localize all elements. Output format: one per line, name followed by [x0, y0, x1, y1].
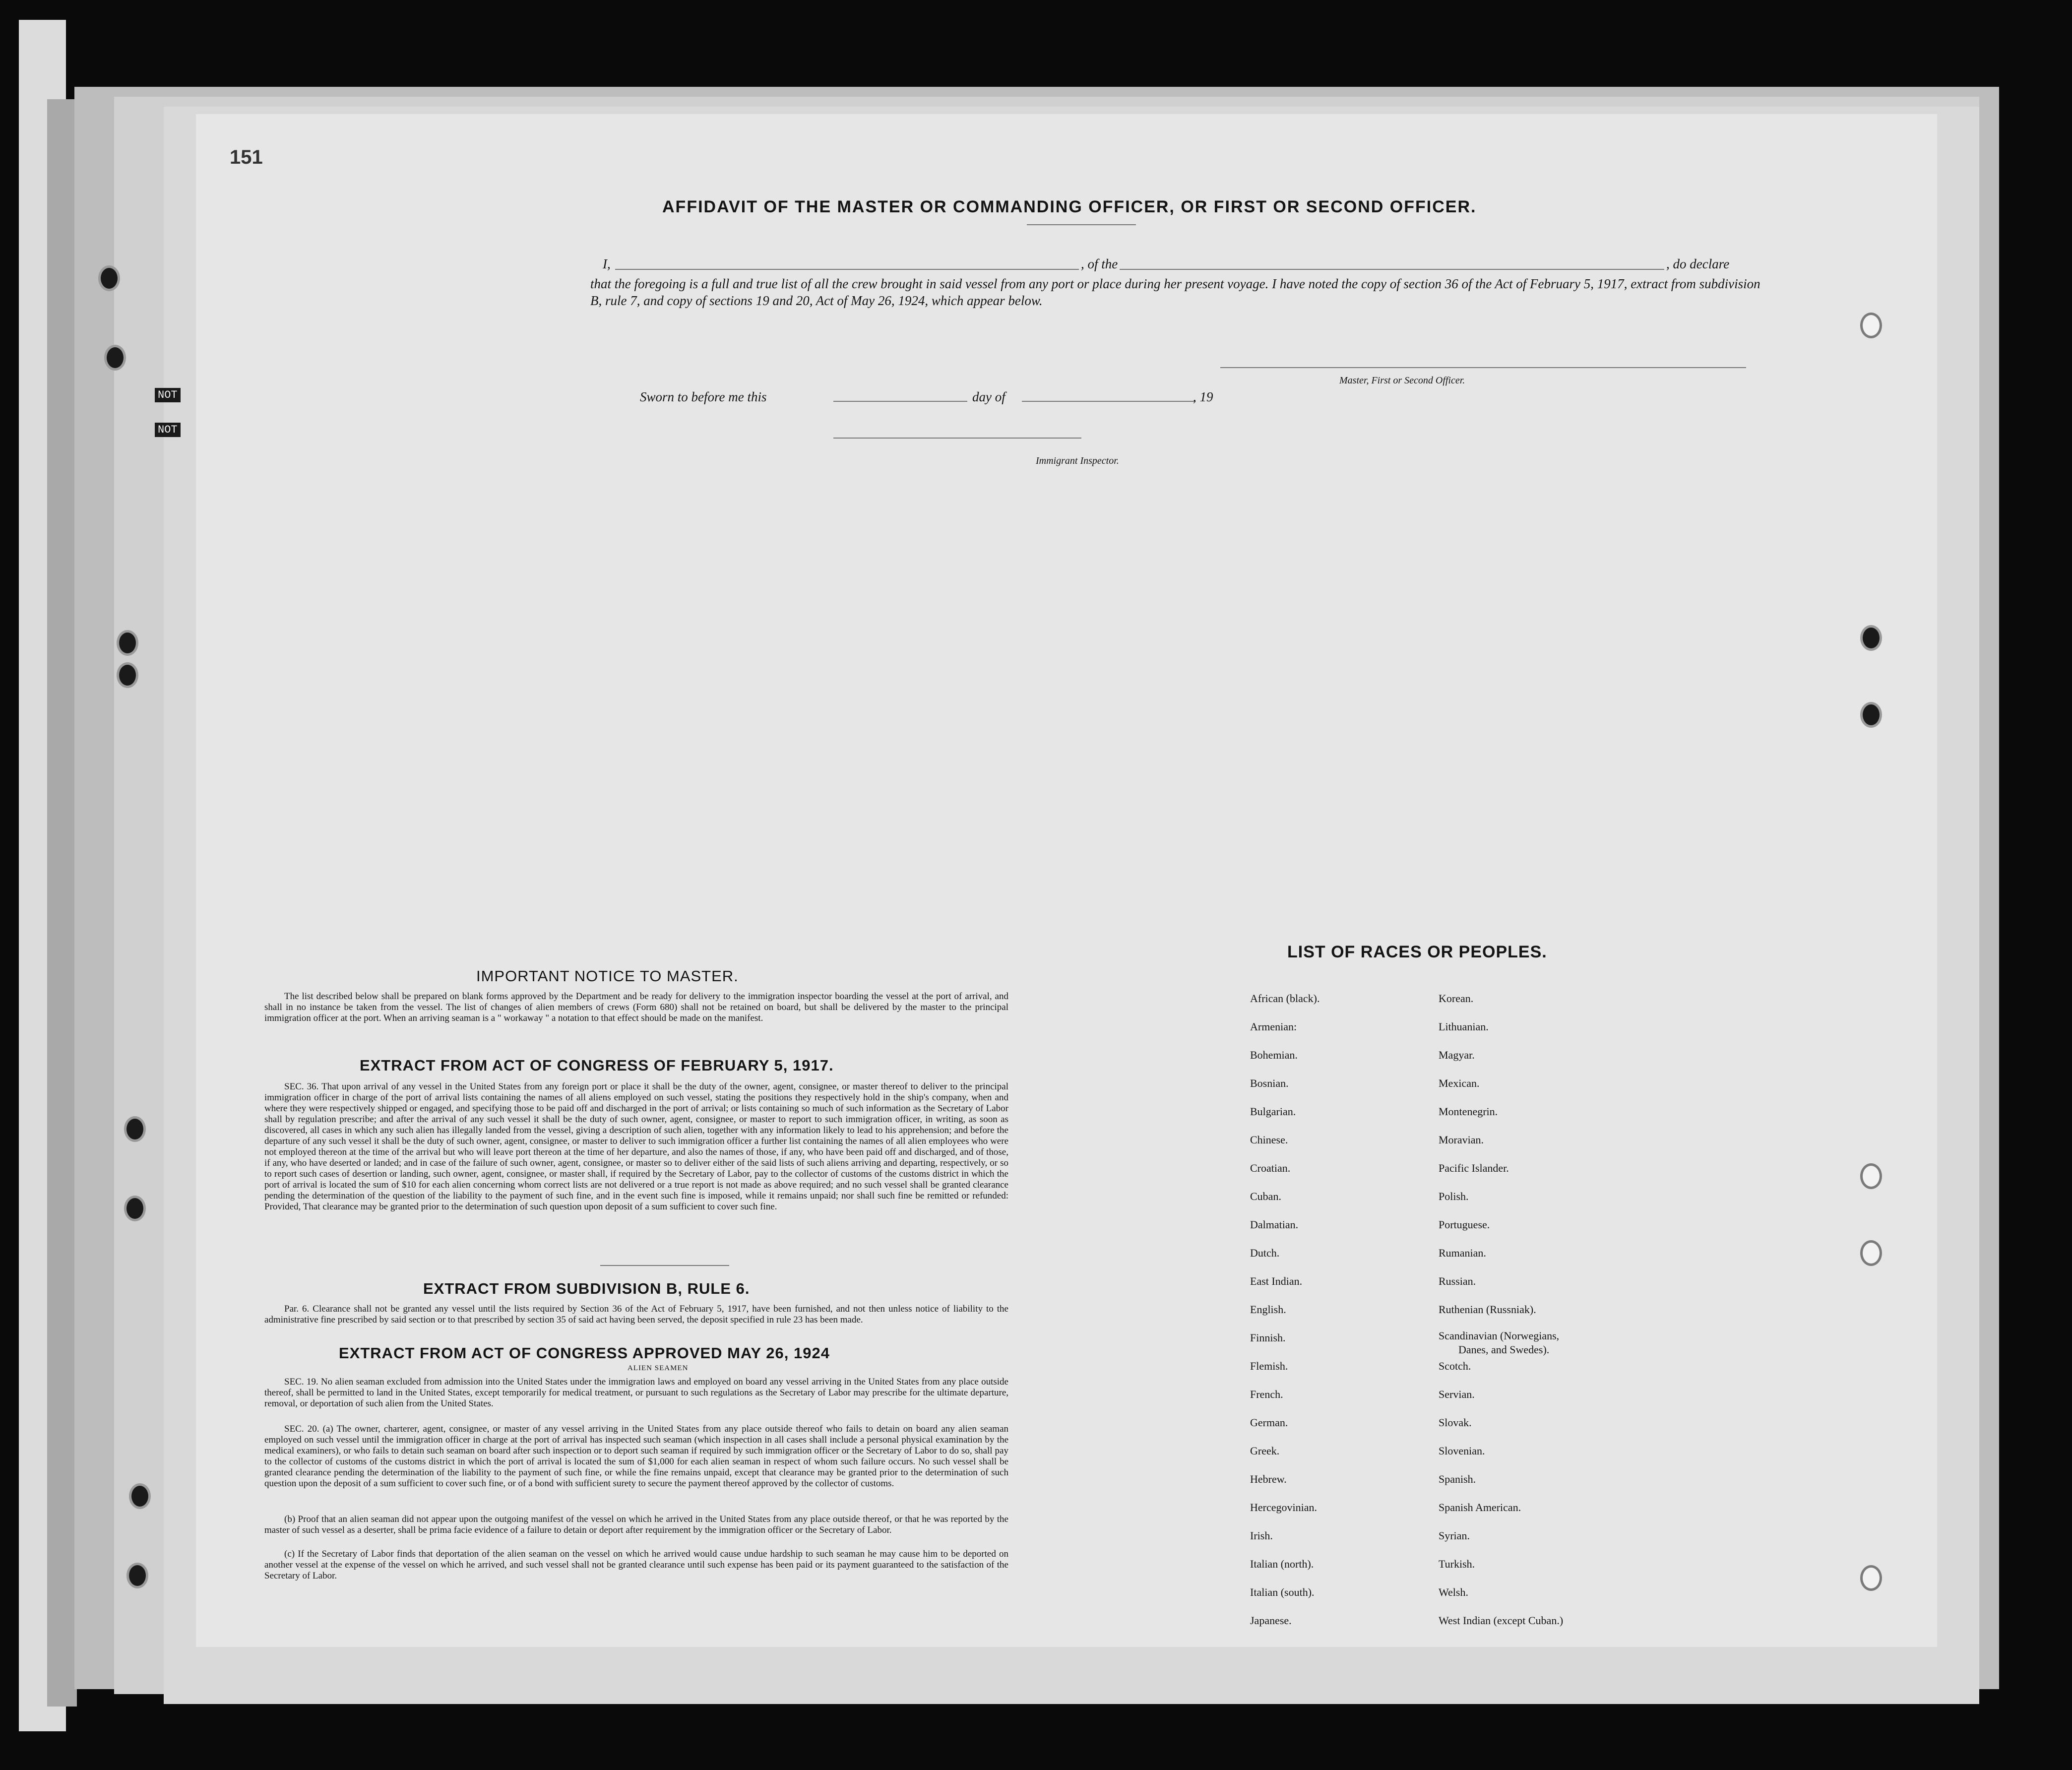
affidavit-lead: I,: [603, 256, 611, 271]
race-left-item: Finnish.: [1250, 1331, 1286, 1344]
extract-1924-sec20a: SEC. 20. (a) The owner, charterer, agent, consignee, or master of any vessel arriving in the United States from any place outside thereof who fails to detain on board any alien seaman employed on such vessel until the immigration officer in charge at the port of arrival has inspected such seaman (which inspection in all cases shall include a personal physical examination by the medical examiners), or who fails to detain such seaman on board after such inspection or to deport such seaman if required by such immigration officer or the Secretary of Labor to do so, shall pay to the collector of customs of the customs district in which the port of arrival is located the sum of $1,000 for each alien seaman in respect of whom such failure occurs. No such vessel shall be granted clearance pending the determination of the liability to the payment of such fine, or while the fine remains unpaid, except that clearance may be granted prior to the determination of such question upon the deposit of a sum sufficient to cover such fine, or of a bond with sufficient surety to secure the payment thereof approved by the collector of customs.: [264, 1424, 1008, 1489]
race-left-item: Hebrew.: [1250, 1473, 1287, 1485]
race-left-item: German.: [1250, 1416, 1288, 1429]
race-left-item: Italian (south).: [1250, 1586, 1315, 1598]
binder-hole: [129, 1483, 151, 1509]
race-left-item: Cuban.: [1250, 1190, 1281, 1202]
section-rule: [600, 1265, 729, 1266]
race-right-item: Korean.: [1439, 992, 1474, 1005]
race-left-item: East Indian.: [1250, 1275, 1303, 1287]
extract-1924-subtitle: ALIEN SEAMEN: [628, 1364, 689, 1372]
race-left-item: Armenian:: [1250, 1020, 1297, 1033]
race-left-item: African (black).: [1250, 992, 1320, 1005]
binder-hole: [117, 630, 138, 656]
race-left-item: Dutch.: [1250, 1247, 1280, 1259]
title-rule: [1027, 224, 1136, 225]
binder-hole: [1860, 1163, 1882, 1189]
not-stamp: NOT: [155, 388, 181, 402]
affidavit-body: that the foregoing is a full and true list of all the crew brought in said vessel from any port or place during her present voyage. I have noted the copy of section 36 of the Act of February 5, 1917, extract from subdivision B, rule 7, and copy of sections 19 and 20, Act of May 26, 1924, which appear below.: [590, 276, 1760, 308]
binder-hole: [1860, 313, 1882, 338]
race-right-item: Spanish.: [1439, 1473, 1476, 1485]
signature-label: Master, First or Second Officer.: [1339, 375, 1465, 386]
notice-text: The list described below shall be prepared on blank forms approved by the Department and be ready for delivery to the immigration inspector boarding the vessel at the port of arrival, and shall in no instance be taken from the vessel. The list of changes of alien members of crews (Form 680) shall not be retained on board, but shall be delivered by the master to the principal immigration officer at the port. When an arriving seaman is a " workaway " a notation to that effect should be made on the manifest.: [264, 991, 1008, 1023]
binder-hole: [124, 1116, 146, 1142]
race-left-item: Chinese.: [1250, 1134, 1288, 1146]
race-right-item: Mexican.: [1439, 1077, 1480, 1089]
race-right-item: Spanish American.: [1439, 1501, 1521, 1514]
race-right-item: Polish.: [1439, 1190, 1469, 1202]
sworn-day-line: [833, 401, 967, 402]
race-right-item: Danes, and Swedes).: [1458, 1343, 1550, 1356]
race-right-item: Magyar.: [1439, 1049, 1475, 1061]
binder-hole: [1860, 702, 1882, 728]
race-right-item: Pacific Islander.: [1439, 1162, 1509, 1174]
binder-hole: [1860, 625, 1882, 651]
binder-edge: [47, 99, 77, 1707]
affidavit-do-declare: , do declare: [1664, 255, 1731, 272]
race-right-item: Slovak.: [1439, 1416, 1472, 1429]
race-left-item: Hercegovinian.: [1250, 1501, 1317, 1514]
extract-rule6-text: Par. 6. Clearance shall not be granted any vessel until the lists required by Section 36 of the Act of February 5, 1917, have been furnished, and not then unless notice of liability to the administrative fine prescribed by said section or to that prescribed by section 35 of said act having been served, the deposit specified in rule 23 has been made.: [264, 1304, 1008, 1325]
race-left-item: Bosnian.: [1250, 1077, 1289, 1089]
binder-hole: [1860, 1565, 1882, 1591]
extract-1924-sec20b: (b) Proof that an alien seaman did not appear upon the outgoing manifest of the vessel on which he arrived in the United States from any place outside thereof, or that he was reported by the master of such vessel as a deserter, shall be prima facie evidence of a failure to detain or deport after requirement by the immigration officer or the Secretary of Labor.: [264, 1514, 1008, 1535]
extract-1924-sec19: SEC. 19. No alien seaman excluded from admission into the United States under the immigration laws and employed on board any vessel arriving in the United States from any place outside thereof, shall be permitted to land in the United States, except temporarily for medical treatment, or pursuant to such regulations as the Secretary of Labor may prescribe for the ultimate departure, removal, or deportation of such alien from the United States.: [264, 1377, 1008, 1409]
binder-hole: [124, 1196, 146, 1221]
binder-hole: [104, 345, 126, 371]
race-left-item: Japanese.: [1250, 1614, 1292, 1627]
affidavit-of-the: , of the: [1079, 255, 1120, 272]
extract-1924-title: EXTRACT FROM ACT OF CONGRESS APPROVED MAY 26, 1924: [339, 1344, 830, 1362]
manifest-sheet: [196, 114, 1937, 1647]
affidavit-title: AFFIDAVIT OF THE MASTER OR COMMANDING OFFICER, OR FIRST OR SECOND OFFICER.: [662, 197, 1477, 216]
binder-hole: [117, 662, 138, 688]
signature-line: [1220, 367, 1746, 368]
extract-1917-text: SEC. 36. That upon arrival of any vessel in the United States from any foreign port or place it shall be the duty of the owner, agent, consignee, or master thereof to deliver to the principal immigration officer in charge of the port of arrival lists containing the names of all aliens employed on such vessel, stating the positions they respectively hold in the ship's company, when and where they were respectively shipped or engaged, and specifying those to be paid off and discharged in the port of arrival; or lists containing so much of such information as the Secretary of Labor shall by regulation prescribe; and after the arrival of any such vessel it shall be the duty of such owner, agent, consignee, or master to report to such immigration officer, in writing, as soon as discovered, all cases in which any such alien has illegally landed from the vessel, giving a description of such alien, together with any information likely to lead to his apprehension; and before the departure of any such vessel it shall be the duty of such owner, agent, consignee, or master to deliver to such immigration officer a further list containing the names of all alien employees who were not employed thereon at the time of the arrival but who will leave port thereon at the time of her departure, and also the names of those, if any, who have been paid off and discharged, and of those, if any, who have deserted or landed; and in case of the failure of such owner, agent, consignee, or master so to deliver either of the said lists of such aliens arriving and departing, respectively, or so to report such cases of desertion or landing, such owner, agent, consignee, or master shall, if required by the Secretary of Labor, pay to the collector of customs of the customs district in which the port of arrival is located the sum of $10 for each alien concerning whom correct lists are not delivered or a true report is not made as above required; and no such vessel shall be granted clearance pending the determination of the question of the liability to the payment of such fine, and in the event such fine is imposed, while it remains unpaid; nor shall such fine be remitted or refunded: Provided, That clearance may be granted prior to the determination of such question upon deposit of a sum sufficient to cover such fine.: [264, 1081, 1008, 1212]
inspector-line: [833, 438, 1081, 439]
extract-1917-title: EXTRACT FROM ACT OF CONGRESS OF FEBRUARY 5, 1917.: [360, 1057, 834, 1074]
race-right-item: Portuguese.: [1439, 1218, 1490, 1231]
sworn-label: Sworn to before me this: [640, 389, 767, 404]
race-left-item: Croatian.: [1250, 1162, 1291, 1174]
race-right-item: Turkish.: [1439, 1558, 1475, 1570]
race-right-item: Lithuanian.: [1439, 1020, 1489, 1033]
race-right-item: Welsh.: [1439, 1586, 1468, 1598]
day-of-label: day of: [972, 389, 1005, 404]
race-left-item: Dalmatian.: [1250, 1218, 1299, 1231]
race-left-item: Bohemian.: [1250, 1049, 1298, 1061]
races-title: LIST OF RACES OR PEOPLES.: [1287, 943, 1547, 961]
race-left-item: French.: [1250, 1388, 1283, 1400]
race-right-item: West Indian (except Cuban.): [1439, 1614, 1564, 1627]
inspector-label: Immigrant Inspector.: [1036, 455, 1119, 466]
race-right-item: Servian.: [1439, 1388, 1475, 1400]
race-right-item: Syrian.: [1439, 1529, 1470, 1542]
binder-hole: [98, 265, 120, 291]
race-left-item: Irish.: [1250, 1529, 1273, 1542]
page-number: 151: [230, 146, 263, 168]
year-label: , 19: [1193, 389, 1213, 404]
sworn-month-line: [1022, 401, 1195, 402]
notice-title: IMPORTANT NOTICE TO MASTER.: [476, 967, 739, 985]
race-right-item: Montenegrin.: [1439, 1105, 1498, 1118]
race-right-item: Slovenian.: [1439, 1445, 1485, 1457]
race-left-item: Italian (north).: [1250, 1558, 1314, 1570]
binder-hole: [1860, 1240, 1882, 1266]
binder-hole: [126, 1563, 148, 1588]
race-left-item: Greek.: [1250, 1445, 1280, 1457]
extract-rule6-title: EXTRACT FROM SUBDIVISION B, RULE 6.: [423, 1280, 750, 1297]
race-right-item: Moravian.: [1439, 1134, 1484, 1146]
race-right-item: Rumanian.: [1439, 1247, 1486, 1259]
not-stamp: NOT: [155, 423, 181, 437]
race-right-item: Ruthenian (Russniak).: [1439, 1303, 1536, 1316]
race-left-item: Bulgarian.: [1250, 1105, 1296, 1118]
race-right-item: Scandinavian (Norwegians,: [1439, 1329, 1560, 1342]
race-right-item: Scotch.: [1439, 1360, 1471, 1372]
race-left-item: Flemish.: [1250, 1360, 1288, 1372]
race-right-item: Russian.: [1439, 1275, 1476, 1287]
extract-1924-sec20c: (c) If the Secretary of Labor finds that deportation of the alien seaman on the vessel on which he arrived would cause undue hardship to such seaman he may cause him to be deported on another vessel at the expense of the vessel on which he arrived, and such vessel shall not be granted clearance until such expense has been paid or its payment guaranteed to the satisfaction of the Secretary of Labor.: [264, 1549, 1008, 1581]
race-left-item: English.: [1250, 1303, 1286, 1316]
vessel-line: [1146, 269, 1672, 270]
